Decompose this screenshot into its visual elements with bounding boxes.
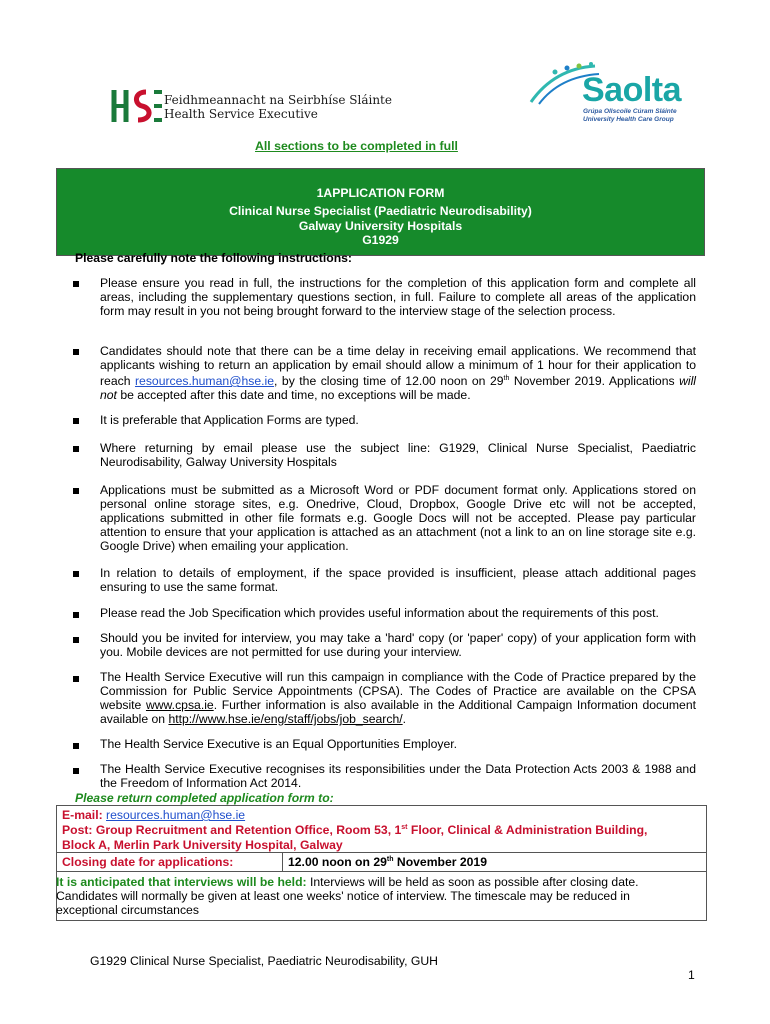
- bullet-icon: [73, 349, 79, 355]
- bullet-icon: [73, 281, 79, 287]
- saolta-sub-line1: Grúpa Ollscoile Cúram Sláinte: [583, 108, 677, 115]
- interview-label: It is anticipated that interviews will be held:: [56, 875, 307, 889]
- interview-text: Interviews will be held as soon as possible after closing date.: [306, 875, 639, 889]
- interview-line-3: exceptional circumstances: [56, 903, 199, 917]
- footer-text: G1929 Clinical Nurse Specialist, Paediatric Neurodisability, GUH: [90, 954, 438, 968]
- hse-logo-line1: Feidhmeannacht na Seirbhíse Sláinte: [164, 93, 392, 107]
- closing-sup: th: [386, 855, 394, 863]
- item9-text-1: The Health Service Executive will run this campaign in compliance with the Code of Practice prepared by the Commission for Public Service Appointments (CPSA). The Codes of Practice are available on the CPSA website: [100, 670, 696, 712]
- item9-text-2: . Further information is also available in the Additional Campaign Information document available on: [100, 698, 697, 726]
- interview-info: [56, 875, 704, 917]
- banner-line-2: Clinical Nurse Specialist (Paediatric Neurodisability): [229, 204, 532, 218]
- item2-em: will not: [100, 374, 696, 403]
- instruction-item-9: [100, 670, 696, 726]
- item2-sup: th: [503, 375, 510, 382]
- bullet-icon: [73, 571, 79, 577]
- item2-text-3: November 2019. Applications: [509, 374, 680, 389]
- post-line-1: [62, 823, 647, 837]
- banner-line-4: G1929: [362, 233, 399, 247]
- instruction-item-10: The Health Service Executive is an Equal Opportunities Employer.: [100, 737, 458, 751]
- closing-label: Closing date for applications:: [62, 855, 234, 869]
- email-link-inline[interactable]: resources.human@hse.ie: [134, 374, 275, 389]
- instruction-item-8: Should you be invited for interview, you may take a 'hard' copy (or 'paper' copy) of your application form with you. Mobile devices are not permitted for use during your interview.: [100, 631, 696, 659]
- instruction-item-6: In relation to details of employment, if the space provided is insufficient, please attach additional pages ensuring to use the same format.: [100, 566, 696, 594]
- hse-logo-text: [164, 93, 392, 121]
- bullet-icon: [73, 612, 79, 618]
- closing-divider: [282, 852, 283, 872]
- bullet-icon: [73, 418, 79, 424]
- closing-text-2: November 2019: [393, 855, 487, 869]
- post-sup: st: [401, 823, 408, 831]
- post-line-2: Block A, Merlin Park University Hospital, Galway: [62, 838, 343, 852]
- hse-logo-line2: Health Service Executive: [164, 107, 318, 121]
- interview-line-2: Candidates will normally be given at least one weeks' notice of interview. The timescale may be reduced in: [56, 889, 630, 903]
- bullet-icon: [73, 637, 79, 643]
- saolta-sub-line2: University Health Care Group: [583, 116, 674, 123]
- hse-jobs-link[interactable]: http://www.hse.ie/eng/staff/jobs/job_search/: [168, 712, 403, 726]
- instruction-item-3: It is preferable that Application Forms are typed.: [100, 413, 359, 427]
- bullet-icon: [73, 768, 79, 774]
- item9-text-3: .: [402, 712, 407, 726]
- bullet-icon: [73, 676, 79, 682]
- instruction-item-1: Please ensure you read in full, the instructions for the completion of this application form and complete all areas, including the supplementary questions section, in full. Failure to complete all areas of the application form may result in you not being brought forward to the interview stage of the selection process.: [100, 276, 696, 318]
- instruction-item-7: Please read the Job Specification which provides useful information about the requirements of this post.: [100, 606, 659, 620]
- interview-line-1: [56, 875, 704, 889]
- instruction-item-5: Applications must be submitted as a Microsoft Word or PDF document format only. Applications stored on personal online storage sites, e.g. Onedrive, Cloud, Dropbox, Google Drive etc will not be accepted, applications submitted in other file formats e.g. Google Docs will not be accepted. Please pay particular attention to ensure that your application is attached as an attachment (not a link to an on line storage site e.g. Google Drive) when emailing your application.: [100, 483, 696, 553]
- banner-line-3: Galway University Hospitals: [298, 219, 463, 233]
- instruction-item-2: [100, 344, 696, 402]
- bullet-icon: [73, 743, 79, 749]
- cpsa-link[interactable]: www.cpsa.ie: [145, 698, 214, 712]
- saolta-logo-subtitle: [583, 108, 677, 124]
- closing-value: [288, 855, 487, 869]
- item2-text-4: be accepted after this date and time, no exceptions will be made.: [116, 388, 471, 403]
- application-form-banner: [56, 168, 705, 256]
- closing-text-1: 12.00 noon on 29: [288, 855, 387, 869]
- email-label: E-mail:: [62, 808, 107, 822]
- item2-text-2: , by the closing time of 12.00 noon on 29: [274, 374, 504, 389]
- email-link[interactable]: resources.human@hse.ie: [106, 808, 246, 822]
- instruction-item-4: Where returning by email please use the subject line: G1929, Clinical Nurse Specialist, Paediatric Neurodisability, Galway University Hospitals: [100, 441, 696, 469]
- bullet-icon: [73, 488, 79, 494]
- post-text-1: Post: Group Recruitment and Retention Office, Room 53, 1: [62, 823, 402, 837]
- post-text-2: Floor, Clinical & Administration Building,: [407, 823, 648, 837]
- bullet-icon: [73, 446, 79, 452]
- return-label: Please return completed application form to:: [75, 791, 334, 805]
- saolta-logo-word: Saolta: [582, 71, 682, 109]
- page-number: 1: [688, 968, 695, 982]
- sections-title: All sections to be completed in full: [255, 139, 458, 153]
- hse-logo-mark: [110, 86, 162, 126]
- banner-line-1: 1APPLICATION FORM: [316, 186, 445, 200]
- instruction-item-11: The Health Service Executive recognises its responsibilities under the Data Protection Acts 2003 & 1988 and the Freedom of Information Act 2014.: [100, 762, 696, 790]
- email-row: [62, 808, 245, 822]
- instructions-heading: Please carefully note the following instructions:: [75, 251, 352, 265]
- item2-text-1: Candidates should note that there can be a time delay in receiving email applications. We recommend that applicants wishing to return an application by email should allow a minimum of 1 hour for their application to reach: [100, 344, 696, 389]
